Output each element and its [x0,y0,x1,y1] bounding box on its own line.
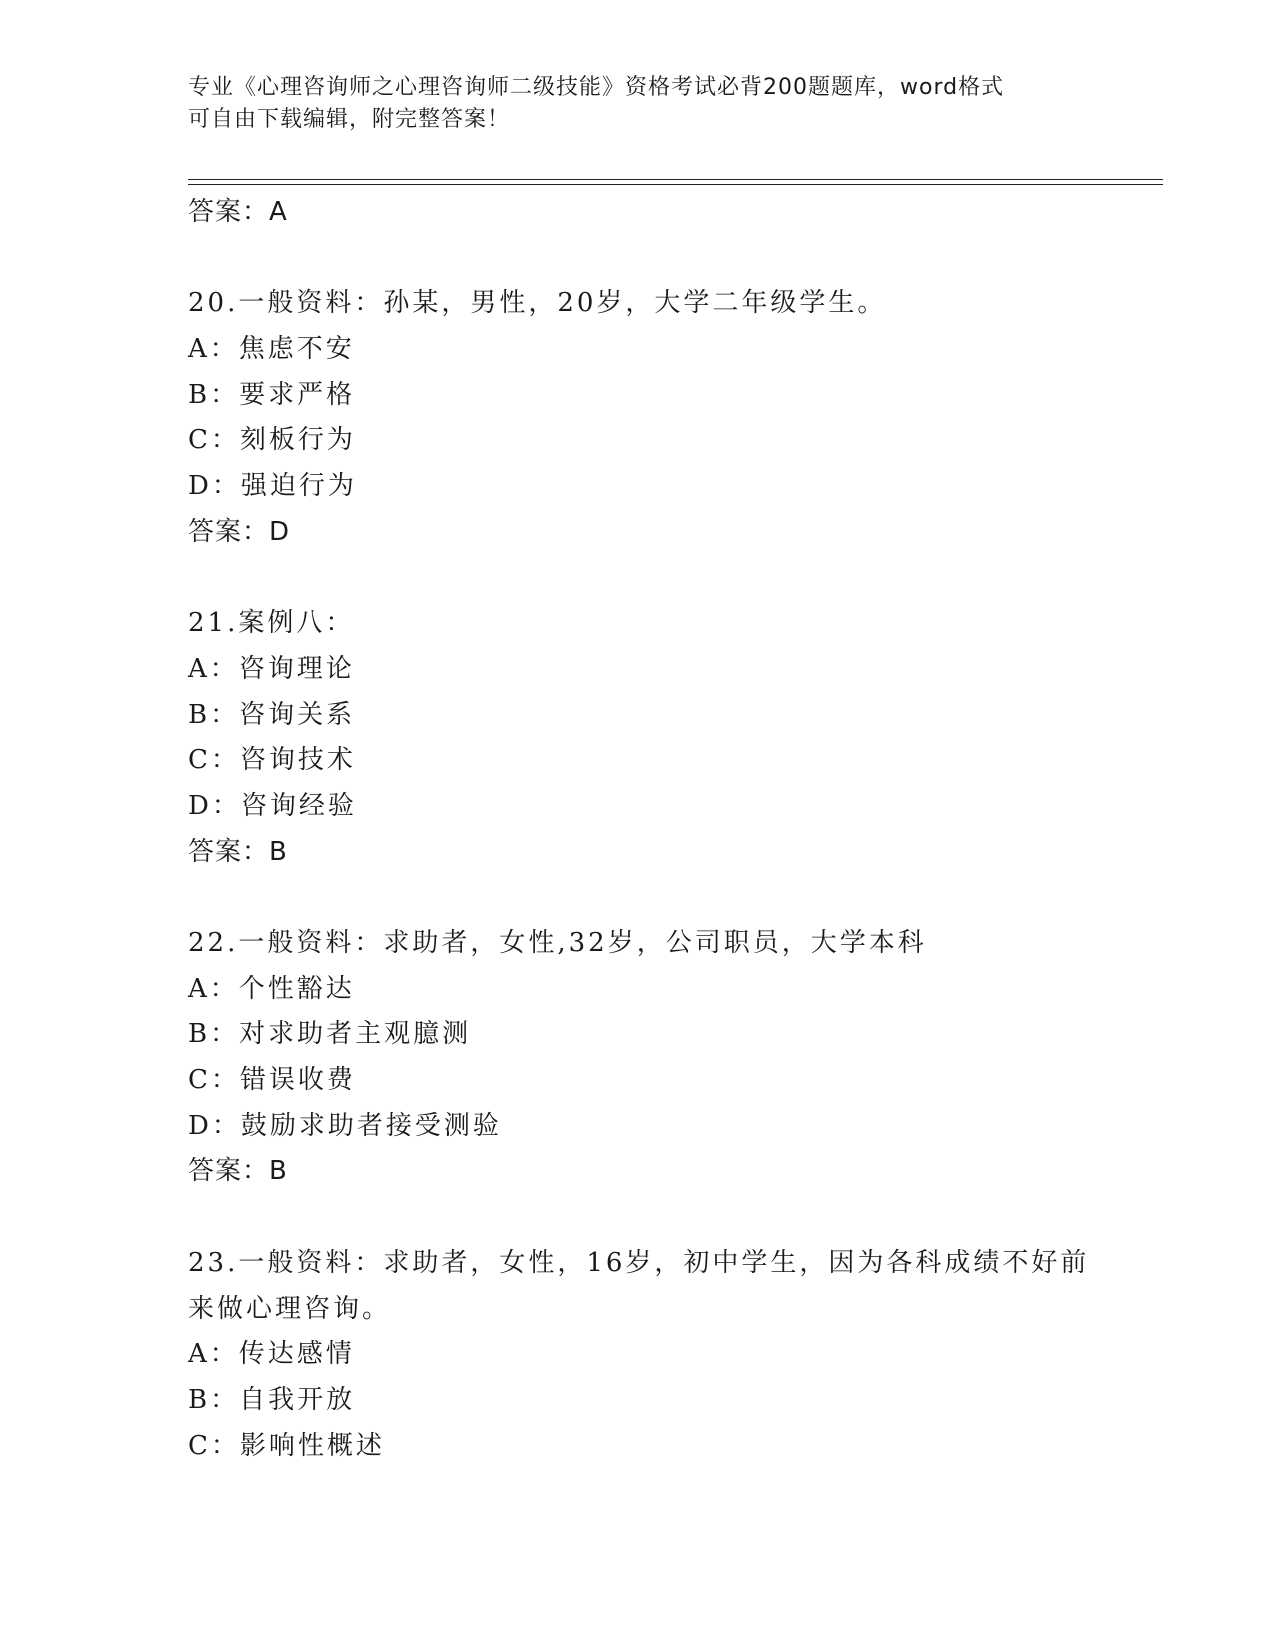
spacer [188,236,1148,282]
document-header [188,72,1088,136]
header-divider-top [188,179,1163,180]
question-answer: 答案：B [188,836,288,867]
header-title-line-2: 可自由下载编辑，附完整答案！ [188,107,511,132]
option-c: C：错误收费 [188,1065,356,1096]
question-21 [188,601,1148,875]
option-a: A：传达感情 [188,1339,355,1370]
option-a: A：咨询理论 [188,653,355,684]
question-stem: 21.案例八： [188,608,355,639]
question-23 [188,1241,1148,1469]
question-list [188,190,1148,1469]
previous-answer: 答案：A [188,197,288,227]
option-c: C：影响性概述 [188,1430,385,1461]
option-d: D：鼓励求助者接受测验 [188,1110,502,1141]
option-d: D：强迫行为 [188,471,357,502]
spacer [188,1195,1148,1241]
question-stem-continued: 来做心理咨询。 [188,1293,392,1324]
option-b: B：自我开放 [188,1384,356,1415]
question-stem: 23.一般资料：求助者，女性，16岁，初中学生，因为各科成绩不好前 [188,1247,1090,1278]
option-b: B：咨询关系 [188,699,356,730]
option-d: D：咨询经验 [188,790,357,821]
option-c: C：刻板行为 [188,425,356,456]
option-a: A：个性豁达 [188,973,355,1004]
question-answer: 答案：B [188,1156,288,1187]
option-b: B：要求严格 [188,379,356,410]
header-title-line-1: 专业《心理咨询师之心理咨询师二级技能》资格考试必背200题题库，word格式 [188,75,1005,100]
question-22 [188,921,1148,1195]
question-answer: 答案：D [188,516,291,547]
spacer [188,875,1148,921]
question-stem: 20.一般资料：孙某，男性，20岁，大学二年级学生。 [188,288,887,319]
option-a: A：焦虑不安 [188,334,355,365]
header-divider-bottom [188,184,1163,185]
spacer [188,556,1148,602]
question-20 [188,281,1148,555]
question-stem: 22.一般资料：求助者，女性,32岁，公司职员，大学本科 [188,928,927,958]
option-b: B：对求助者主观臆测 [188,1019,472,1050]
option-c: C：咨询技术 [188,745,356,776]
